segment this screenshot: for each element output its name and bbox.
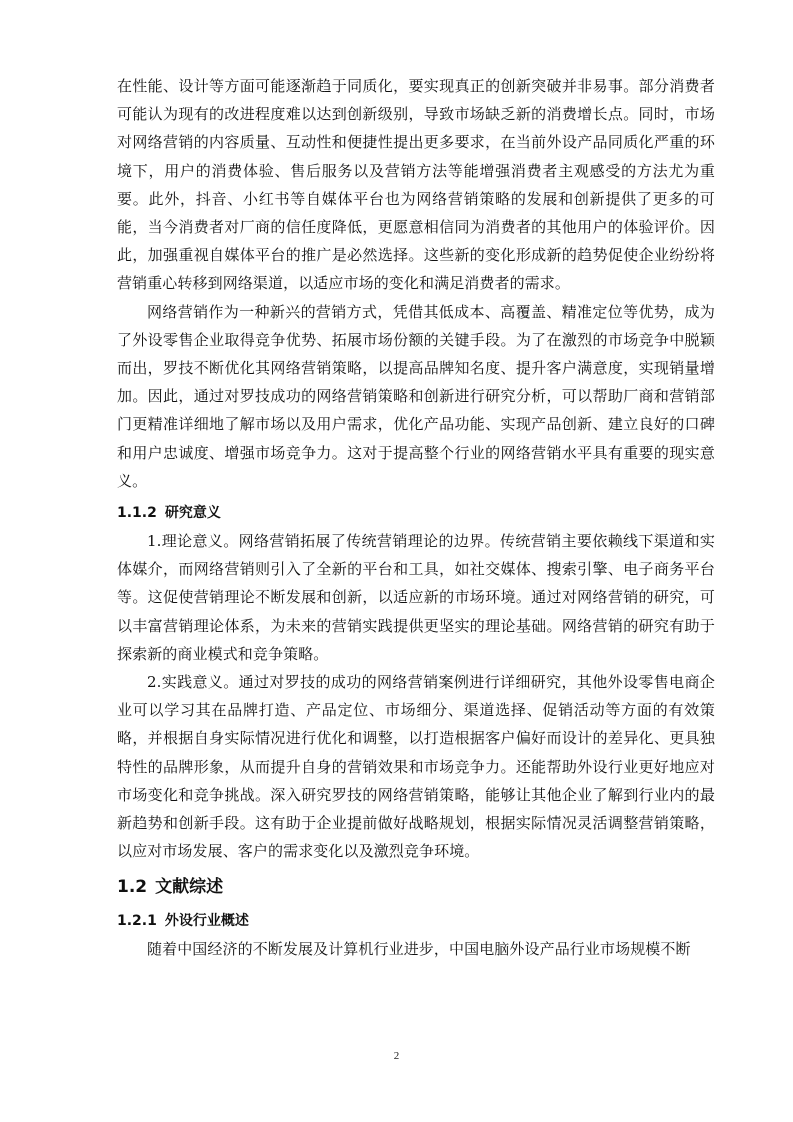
section-heading-1-1-2 (117, 501, 715, 525)
page-content (117, 72, 715, 964)
section-number: 1.1.2 (117, 505, 157, 522)
body-paragraph: 网络营销作为一种新兴的营销方式，凭借其低成本、高覆盖、精准定位等优势，成为了外设零售企业取得竞争优势、拓展市场份额的关键手段。为了在激烈的市场竞争中脱颖而出，罗技不断优化其网络营销策略，以提高品牌知名度、提升客户满意度，实现销量增加。因此，通过对罗技成功的网络营销策略和创新进行研究分析，可以帮助厂商和营销部门更精准详细地了解市场以及用户需求，优化产品功能、实现产品创新、建立良好的口碑和用户忠诚度、增强市场竞争力。这对于提高整个行业的网络营销水平具有重要的现实意义。 (117, 302, 715, 490)
page-number: 2 (393, 1050, 400, 1062)
section-heading-1-2 (117, 871, 715, 903)
body-paragraph: 随着中国经济的不断发展及计算机行业进步，中国电脑外设产品行业市场规模不断 (147, 940, 691, 959)
body-paragraph: 在性能、设计等方面可能逐渐趋于同质化，要实现真正的创新突破并非易事。部分消费者可能认为现有的改进程度难以达到创新级别，导致市场缺乏新的消费增长点。同时，市场对网络营销的内容质量、互动性和便捷性提出更多要求，在当前外设产品同质化严重的环境下，用户的消费体验、售后服务以及营销方法等能增强消费者主观感受的方法尤为重要。此外，抖音、小红书等自媒体平台也为网络营销策略的发展和创新提供了更多的可能，当今消费者对厂商的信任度降低，更愿意相信同为消费者的其他用户的体验评价。因此，加强重视自媒体平台的推广是必然选择。这些新的变化形成新的趋势促使企业纷纷将营销重心转移到网络渠道，以适应市场的变化和满足消费者的需求。 (117, 77, 715, 293)
section-title: 研究意义 (164, 505, 221, 522)
section-title: 文献综述 (155, 877, 224, 898)
section-heading-1-2-1 (117, 909, 715, 933)
section-number: 1.2.1 (117, 913, 157, 930)
section-title: 外设行业概述 (164, 913, 249, 930)
body-paragraph: 2.实践意义。通过对罗技的成功的网络营销案例进行详细研究，其他外设零售电商企业可以学习其在品牌打造、产品定位、市场细分、渠道选择、促销活动等方面的有效策略，并根据自身实际情况进行优化和调整，以打造根据客户偏好而设计的差异化、更具独特性的品牌形象，从而提升自身的营销效果和市场竞争力。还能帮助外设行业更好地应对市场变化和竞争挑战。深入研究罗技的网络营销策略，能够让其他企业了解到行业内的最新趋势和创新手段。这有助于企业提前做好战略规划，根据实际情况灵活调整营销策略，以应对市场发展、客户的需求变化以及激烈竞争环境。 (117, 673, 715, 861)
body-paragraph: 1.理论意义。网络营销拓展了传统营销理论的边界。传统营销主要依赖线下渠道和实体媒介，而网络营销则引入了全新的平台和工具，如社交媒体、搜索引擎、电子商务平台等。这促使营销理论不断发展和创新，以适应新的市场环境。通过对网络营销的研究，可以丰富营销理论体系，为未来的营销实践提供更坚实的理论基础。网络营销的研究有助于探索新的商业模式和竞争策略。 (117, 532, 715, 663)
section-number: 1.2 (117, 877, 148, 898)
